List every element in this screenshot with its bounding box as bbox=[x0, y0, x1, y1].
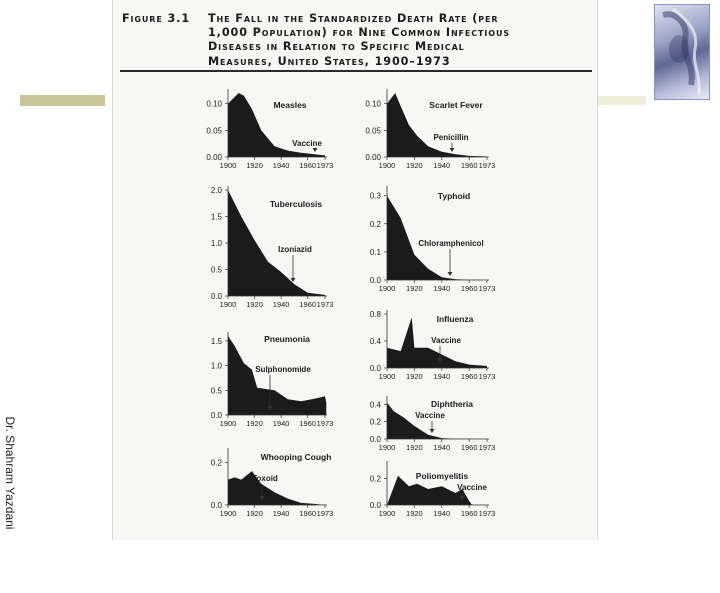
area-series bbox=[387, 196, 487, 280]
y-tick-label: 0.8 bbox=[369, 310, 381, 319]
annotation-label: Chloramphenicol bbox=[418, 239, 484, 248]
y-tick-label: 0.10 bbox=[206, 99, 222, 109]
chart-title: Measles bbox=[273, 100, 307, 110]
annotation-label: Vaccine bbox=[457, 483, 487, 492]
x-tick-label: 1920 bbox=[246, 509, 263, 518]
x-tick-label: 1920 bbox=[246, 419, 263, 428]
x-tick-label: 1920 bbox=[406, 509, 423, 518]
y-tick-label: 0.05 bbox=[206, 126, 222, 136]
annotation-arrow-head bbox=[430, 429, 435, 433]
x-tick-label: 1973 bbox=[316, 161, 334, 170]
x-tick-label: 1920 bbox=[246, 161, 263, 170]
x-tick-label: 1973 bbox=[478, 372, 496, 381]
y-tick-label: 0.5 bbox=[210, 386, 222, 396]
y-tick-label: 0.0 bbox=[369, 501, 381, 510]
chart-title: Typhoid bbox=[437, 191, 471, 201]
chart-pneumonia bbox=[211, 332, 333, 428]
chart-influenza bbox=[370, 310, 495, 381]
chart-typhoid bbox=[370, 186, 495, 293]
y-tick-label: 0.0 bbox=[369, 435, 381, 444]
y-tick-label: 0.0 bbox=[210, 411, 222, 420]
y-tick-label: 0.00 bbox=[365, 153, 381, 162]
x-tick-label: 1940 bbox=[272, 419, 290, 428]
area-series bbox=[228, 336, 326, 415]
y-tick-label: 0.10 bbox=[365, 99, 381, 109]
x-tick-label: 1940 bbox=[433, 284, 451, 293]
annotation-label: Vaccine bbox=[431, 336, 461, 345]
x-tick-label: 1940 bbox=[272, 300, 290, 309]
author-credit: Dr. Shahram Yazdani bbox=[3, 416, 17, 530]
x-tick-label: 1960 bbox=[460, 284, 478, 293]
x-tick-label: 1900 bbox=[219, 161, 237, 170]
y-tick-label: 0.4 bbox=[369, 337, 381, 346]
x-tick-label: 1900 bbox=[378, 509, 396, 518]
x-tick-label: 1940 bbox=[433, 161, 451, 170]
annotation-label: Izoniazid bbox=[278, 245, 312, 254]
chart-title: Whooping Cough bbox=[260, 452, 332, 462]
y-tick-label: 0.00 bbox=[206, 153, 222, 162]
x-tick-label: 1940 bbox=[433, 509, 451, 518]
x-tick-label: 1960 bbox=[299, 419, 317, 428]
x-tick-label: 1960 bbox=[460, 509, 478, 518]
y-tick-label: 1.5 bbox=[210, 212, 222, 222]
chart-poliomyelitis bbox=[370, 461, 495, 518]
x-tick-label: 1900 bbox=[378, 284, 396, 293]
y-tick-label: 1.0 bbox=[210, 361, 222, 371]
y-tick-label: 0.0 bbox=[210, 292, 222, 301]
x-tick-label: 1900 bbox=[378, 161, 396, 170]
figure-title-text-1: The Fall in the Standardized Death Rate (per bbox=[208, 12, 499, 25]
chart-title: Tuberculosis bbox=[269, 199, 323, 209]
y-tick-label: 0.5 bbox=[210, 265, 222, 275]
annotation-arrow-head bbox=[313, 148, 318, 152]
y-tick-label: 1.0 bbox=[210, 239, 222, 248]
y-tick-label: 0.2 bbox=[210, 458, 222, 468]
x-tick-label: 1960 bbox=[460, 372, 478, 381]
x-tick-label: 1900 bbox=[378, 443, 396, 452]
y-tick-label: 0.1 bbox=[369, 247, 381, 257]
x-tick-label: 1960 bbox=[460, 443, 478, 452]
y-tick-label: 0.0 bbox=[369, 276, 381, 285]
x-tick-label: 1920 bbox=[406, 372, 423, 381]
x-tick-label: 1900 bbox=[219, 509, 237, 518]
x-tick-label: 1940 bbox=[433, 372, 451, 381]
x-tick-label: 1920 bbox=[406, 161, 423, 170]
y-tick-label: 0.05 bbox=[365, 126, 381, 136]
y-tick-label: 2.0 bbox=[210, 186, 222, 195]
x-tick-label: 1920 bbox=[406, 284, 423, 293]
annotation-label: Vaccine bbox=[415, 411, 445, 420]
x-tick-label: 1973 bbox=[478, 284, 496, 293]
x-tick-label: 1940 bbox=[272, 161, 290, 170]
chart-title: Diphtheria bbox=[430, 399, 474, 409]
y-tick-label: 0.3 bbox=[369, 191, 381, 201]
figure-title-line-3: Diseases in Relation to Specific Medical bbox=[208, 40, 465, 54]
chart-title: Influenza bbox=[436, 314, 474, 324]
y-tick-label: 0.0 bbox=[369, 364, 381, 373]
x-tick-label: 1960 bbox=[299, 161, 317, 170]
chart-title: Poliomyelitis bbox=[415, 471, 469, 481]
chart-title: Pneumonia bbox=[264, 334, 310, 344]
x-tick-label: 1973 bbox=[316, 419, 334, 428]
x-tick-label: 1920 bbox=[246, 300, 263, 309]
x-tick-label: 1920 bbox=[406, 443, 423, 452]
x-tick-label: 1900 bbox=[219, 300, 237, 309]
y-tick-label: 0.2 bbox=[369, 219, 381, 229]
figure-title-line-2: 1,000 Population) for Nine Common Infectious bbox=[208, 26, 511, 40]
y-tick-label: 0.2 bbox=[369, 474, 381, 484]
x-tick-label: 1900 bbox=[378, 372, 396, 381]
x-tick-label: 1973 bbox=[478, 161, 496, 170]
chart-scarlet-fever bbox=[365, 89, 495, 170]
x-tick-label: 1973 bbox=[316, 300, 334, 309]
y-tick-label: 1.5 bbox=[210, 336, 222, 346]
x-tick-label: 1940 bbox=[433, 443, 451, 452]
chart-title: Scarlet Fever bbox=[429, 100, 483, 110]
y-tick-label: 0.4 bbox=[369, 400, 381, 410]
y-tick-label: 0.0 bbox=[210, 501, 222, 510]
chart-tuberculosis bbox=[211, 186, 333, 309]
figure-title-line-4: Measures, United States, 1900–1973 bbox=[208, 54, 451, 68]
x-tick-label: 1973 bbox=[478, 509, 496, 518]
x-tick-label: 1960 bbox=[299, 509, 317, 518]
x-tick-label: 1960 bbox=[299, 300, 317, 309]
annotation-label: Vaccine bbox=[292, 139, 322, 148]
annotation-label: Toxoid bbox=[252, 474, 278, 483]
x-tick-label: 1940 bbox=[272, 509, 290, 518]
figure-label: Figure 3.1 bbox=[122, 12, 191, 25]
annotation-arrow-head bbox=[448, 272, 453, 276]
x-tick-label: 1973 bbox=[478, 443, 496, 452]
annotation-arrow-head bbox=[450, 148, 455, 152]
x-tick-label: 1973 bbox=[316, 509, 334, 518]
x-tick-label: 1960 bbox=[460, 161, 478, 170]
annotation-label: Sulphonomide bbox=[255, 365, 311, 374]
x-tick-label: 1900 bbox=[219, 419, 237, 428]
annotation-label: Penicillin bbox=[433, 133, 469, 142]
y-tick-label: 0.2 bbox=[369, 417, 381, 427]
chart-measles bbox=[206, 89, 333, 170]
